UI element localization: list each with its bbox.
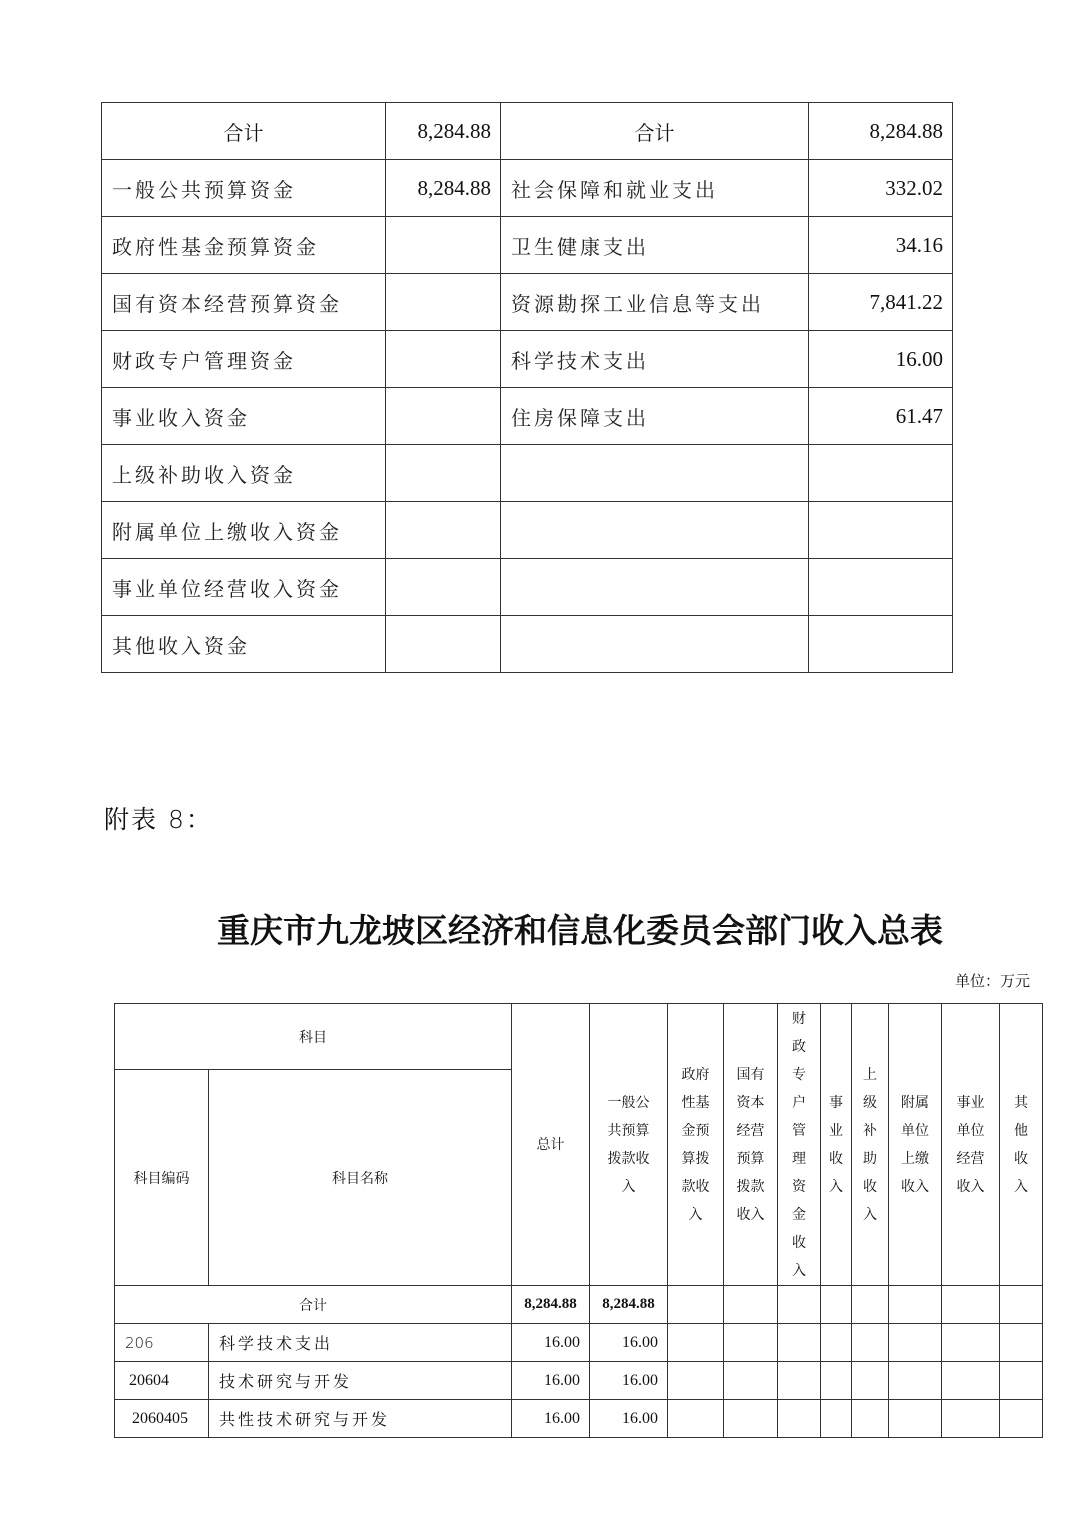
- column-header: 事 业 收 入: [821, 1004, 852, 1286]
- income-total-value: 8,284.88: [386, 103, 501, 160]
- table-row: [115, 1324, 1043, 1362]
- expense-label: [501, 559, 809, 616]
- header-row-1: [115, 1004, 1043, 1070]
- income-value: [386, 445, 501, 502]
- expense-value: [809, 445, 953, 502]
- subject-name-header: 科目名称: [209, 1070, 512, 1286]
- page-title: 重庆市九龙坡区经济和信息化委员会部门收入总表: [217, 911, 943, 950]
- income-label: 政府性基金预算资金: [102, 217, 386, 274]
- table1-total-row: [102, 103, 953, 160]
- income-total-label: 合计: [102, 103, 386, 160]
- income-expense-summary-table: [101, 102, 953, 673]
- general-budget-value: 16.00: [590, 1400, 668, 1438]
- general-budget-value: 8,284.88: [590, 1286, 668, 1324]
- income-value: 8,284.88: [386, 160, 501, 217]
- column-header: 总计: [512, 1004, 590, 1286]
- subject-name: 共性技术研究与开发: [209, 1400, 512, 1438]
- income-label: 附属单位上缴收入资金: [102, 502, 386, 559]
- subject-name: 科学技术支出: [209, 1324, 512, 1362]
- appendix-label: 附表 8：: [104, 805, 213, 834]
- column-header: 事业 单位 经营 收入: [942, 1004, 1000, 1286]
- income-label: 一般公共预算资金: [102, 160, 386, 217]
- expense-total-value: 8,284.88: [809, 103, 953, 160]
- expense-label: 社会保障和就业支出: [501, 160, 809, 217]
- table1-row: [102, 274, 953, 331]
- income-value: [386, 616, 501, 673]
- department-income-table: [114, 1003, 1043, 1438]
- table1-row: [102, 331, 953, 388]
- table1-row: [102, 217, 953, 274]
- income-value: [386, 331, 501, 388]
- table1-row: [102, 616, 953, 673]
- total-value: 16.00: [512, 1324, 590, 1362]
- expense-label: [501, 445, 809, 502]
- subject-code-header: 科目编码: [115, 1070, 209, 1286]
- column-header: 上 级 补 助 收 入: [852, 1004, 889, 1286]
- table1-row: [102, 160, 953, 217]
- expense-value: [809, 616, 953, 673]
- subject-group-header: 科目: [115, 1004, 512, 1070]
- income-label: 事业收入资金: [102, 388, 386, 445]
- table1-row: [102, 502, 953, 559]
- subject-code: 2060405: [115, 1400, 209, 1438]
- expense-value: [809, 559, 953, 616]
- income-value: [386, 502, 501, 559]
- income-label: 财政专户管理资金: [102, 331, 386, 388]
- subject-code: 20604: [115, 1362, 209, 1400]
- income-value: [386, 217, 501, 274]
- subject-name: 技术研究与开发: [209, 1362, 512, 1400]
- expense-value: [809, 502, 953, 559]
- expense-label: [501, 502, 809, 559]
- column-header: 其 他 收 入: [1000, 1004, 1043, 1286]
- total-value: 16.00: [512, 1400, 590, 1438]
- subject-code: 206: [115, 1324, 209, 1362]
- table1-row: [102, 559, 953, 616]
- income-value: [386, 388, 501, 445]
- income-value: [386, 559, 501, 616]
- unit-label: 单位：万元: [954, 972, 1030, 990]
- expense-value: 61.47: [809, 388, 953, 445]
- expense-total-label: 合计: [501, 103, 809, 160]
- expense-label: [501, 616, 809, 673]
- expense-value: 34.16: [809, 217, 953, 274]
- column-header: 国有 资本 经营 预算 拨款 收入: [724, 1004, 778, 1286]
- total-value: 8,284.88: [512, 1286, 590, 1324]
- table-row: [115, 1400, 1043, 1438]
- table1-row: [102, 445, 953, 502]
- column-header: 一般公 共预算 拨款收 入: [590, 1004, 668, 1286]
- income-value: [386, 274, 501, 331]
- expense-value: 16.00: [809, 331, 953, 388]
- total-label: 合计: [115, 1286, 512, 1324]
- expense-label: 资源勘探工业信息等支出: [501, 274, 809, 331]
- general-budget-value: 16.00: [590, 1324, 668, 1362]
- column-header: 附属 单位 上缴 收入: [889, 1004, 942, 1286]
- expense-label: 住房保障支出: [501, 388, 809, 445]
- expense-label: 卫生健康支出: [501, 217, 809, 274]
- income-label: 其他收入资金: [102, 616, 386, 673]
- column-header: 政府 性基 金预 算拨 款收 入: [668, 1004, 724, 1286]
- expense-label: 科学技术支出: [501, 331, 809, 388]
- income-label: 事业单位经营收入资金: [102, 559, 386, 616]
- general-budget-value: 16.00: [590, 1362, 668, 1400]
- table1-row: [102, 388, 953, 445]
- income-label: 国有资本经营预算资金: [102, 274, 386, 331]
- column-header: 财 政 专 户 管 理 资 金 收 入: [778, 1004, 821, 1286]
- total-row: [115, 1286, 1043, 1324]
- income-label: 上级补助收入资金: [102, 445, 386, 502]
- total-value: 16.00: [512, 1362, 590, 1400]
- expense-value: 7,841.22: [809, 274, 953, 331]
- expense-value: 332.02: [809, 160, 953, 217]
- table-row: [115, 1362, 1043, 1400]
